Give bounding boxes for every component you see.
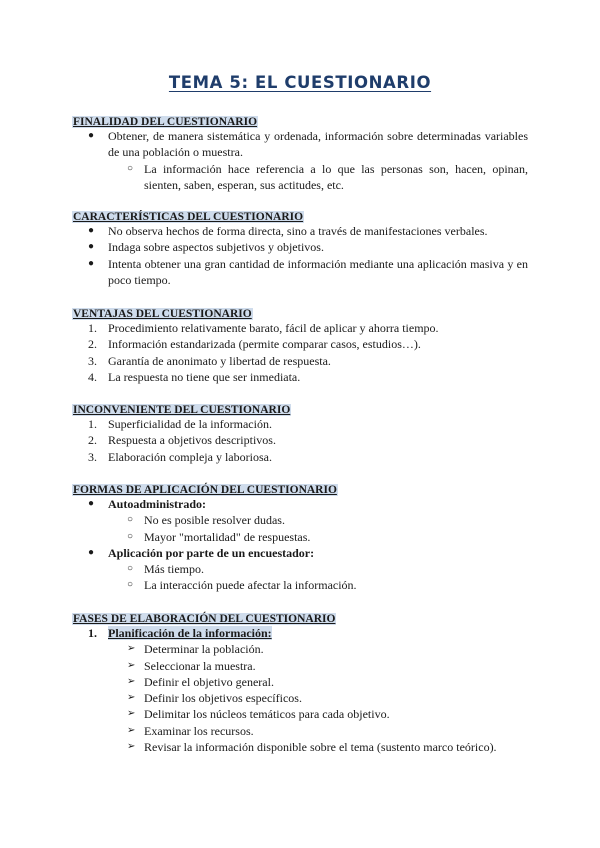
list-number: 3. xyxy=(88,353,97,368)
list-number: 2. xyxy=(88,337,97,352)
list-item: ➢ Examinar los recursos. xyxy=(127,723,254,738)
section-inconveniente xyxy=(72,400,528,465)
list-item: ● No observa hechos de forma directa, sino a través de manifestaciones verbales. xyxy=(88,224,488,238)
arrow-bullet-icon: ➢ xyxy=(127,643,136,655)
arrow-bullet-icon: ➢ xyxy=(127,692,136,704)
list-item: ● Obtener, de manera sistemática y ordenada, información sobre determinadas variables de una población o muestra. xyxy=(88,129,528,160)
circle-bullet-icon: ○ xyxy=(127,579,134,591)
section-fases xyxy=(72,609,528,755)
page-title: TEMA 5: EL CUESTIONARIO xyxy=(168,73,432,92)
list-item: ○ No es posible resolver dudas. xyxy=(127,513,285,528)
list-number: 3. xyxy=(88,449,97,464)
list-item: 1. Procedimiento relativamente barato, fácil de aplicar y ahorra tiempo. xyxy=(88,321,439,335)
section-heading: VENTAJAS DEL CUESTIONARIO xyxy=(73,308,252,320)
list-item: 4. La respuesta no tiene que ser inmediata. xyxy=(88,369,301,384)
list-item: 1. Planificación de la información: xyxy=(88,626,272,640)
list-item: 1. Superficialidad de la información. xyxy=(88,417,272,431)
circle-bullet-icon: ○ xyxy=(127,563,134,575)
list-item: ➢ Seleccionar la muestra. xyxy=(127,658,256,673)
section-ventajas xyxy=(72,304,528,385)
circle-bullet-icon: ○ xyxy=(127,514,134,526)
list-number: 4. xyxy=(88,369,97,384)
list-item: ➢ Definir los objetivos específicos. xyxy=(127,691,302,706)
bullet-icon: ● xyxy=(88,498,95,509)
list-item: ➢ Definir el objetivo general. xyxy=(127,674,274,689)
arrow-bullet-icon: ➢ xyxy=(127,708,136,720)
list-item: ● Indaga sobre aspectos subjetivos y objetivos. xyxy=(88,240,324,255)
list-item: ○ La información hace referencia a lo que las personas son, hacen, opinan, sienten, saben, esperan, sus actitudes, etc. xyxy=(127,161,528,192)
list-item: ➢ Delimitar los núcleos temáticos para cada objetivo. xyxy=(127,707,390,722)
section-finalidad xyxy=(72,112,528,193)
list-item: 3. Garantía de anonimato y libertad de respuesta. xyxy=(88,353,331,368)
list-item: ➢ Revisar la información disponible sobre el tema (sustento marco teórico). xyxy=(127,740,497,755)
list-number: 1. xyxy=(88,321,97,335)
arrow-bullet-icon: ➢ xyxy=(127,741,136,753)
bullet-icon: ● xyxy=(88,225,95,236)
section-heading: INCONVENIENTE DEL CUESTIONARIO xyxy=(73,404,291,416)
list-item: 2. Respuesta a objetivos descriptivos. xyxy=(88,433,276,448)
list-number: 2. xyxy=(88,433,97,448)
bullet-icon: ● xyxy=(88,257,95,269)
list-number: 1. xyxy=(88,417,97,431)
list-item: 3. Elaboración compleja y laboriosa. xyxy=(88,449,272,464)
section-formas xyxy=(72,480,528,594)
bullet-icon: ● xyxy=(88,241,95,253)
section-heading: FASES DE ELABORACIÓN DEL CUESTIONARIO xyxy=(73,613,336,625)
list-item: ● Intenta obtener una gran cantidad de información mediante una aplicación masiva y en poco tiempo. xyxy=(88,256,528,287)
arrow-bullet-icon: ➢ xyxy=(127,724,136,736)
arrow-bullet-icon: ➢ xyxy=(127,659,136,671)
list-number: 1. xyxy=(88,626,97,640)
list-item: ○ Más tiempo. xyxy=(127,562,204,577)
bullet-icon: ● xyxy=(88,130,95,141)
list-item: ○ Mayor "mortalidad" de respuestas. xyxy=(127,529,311,544)
section-heading: FINALIDAD DEL CUESTIONARIO xyxy=(73,116,258,128)
circle-bullet-icon: ○ xyxy=(127,162,134,174)
circle-bullet-icon: ○ xyxy=(127,530,134,542)
list-item: ● Aplicación por parte de un encuestador: xyxy=(88,545,315,560)
bullet-icon: ● xyxy=(88,546,95,558)
list-item: ○ La interacción puede afectar la información. xyxy=(127,578,357,593)
section-heading: CARACTERÍSTICAS DEL CUESTIONARIO xyxy=(73,211,304,223)
list-item: ● Autoadministrado: xyxy=(88,497,207,511)
list-item: ➢ Determinar la población. xyxy=(127,642,264,657)
list-item: 2. Información estandarizada (permite comparar casos, estudios…). xyxy=(88,337,421,352)
section-heading: FORMAS DE APLICACIÓN DEL CUESTIONARIO xyxy=(73,484,337,496)
arrow-bullet-icon: ➢ xyxy=(127,675,136,687)
section-caracteristicas xyxy=(72,207,528,288)
